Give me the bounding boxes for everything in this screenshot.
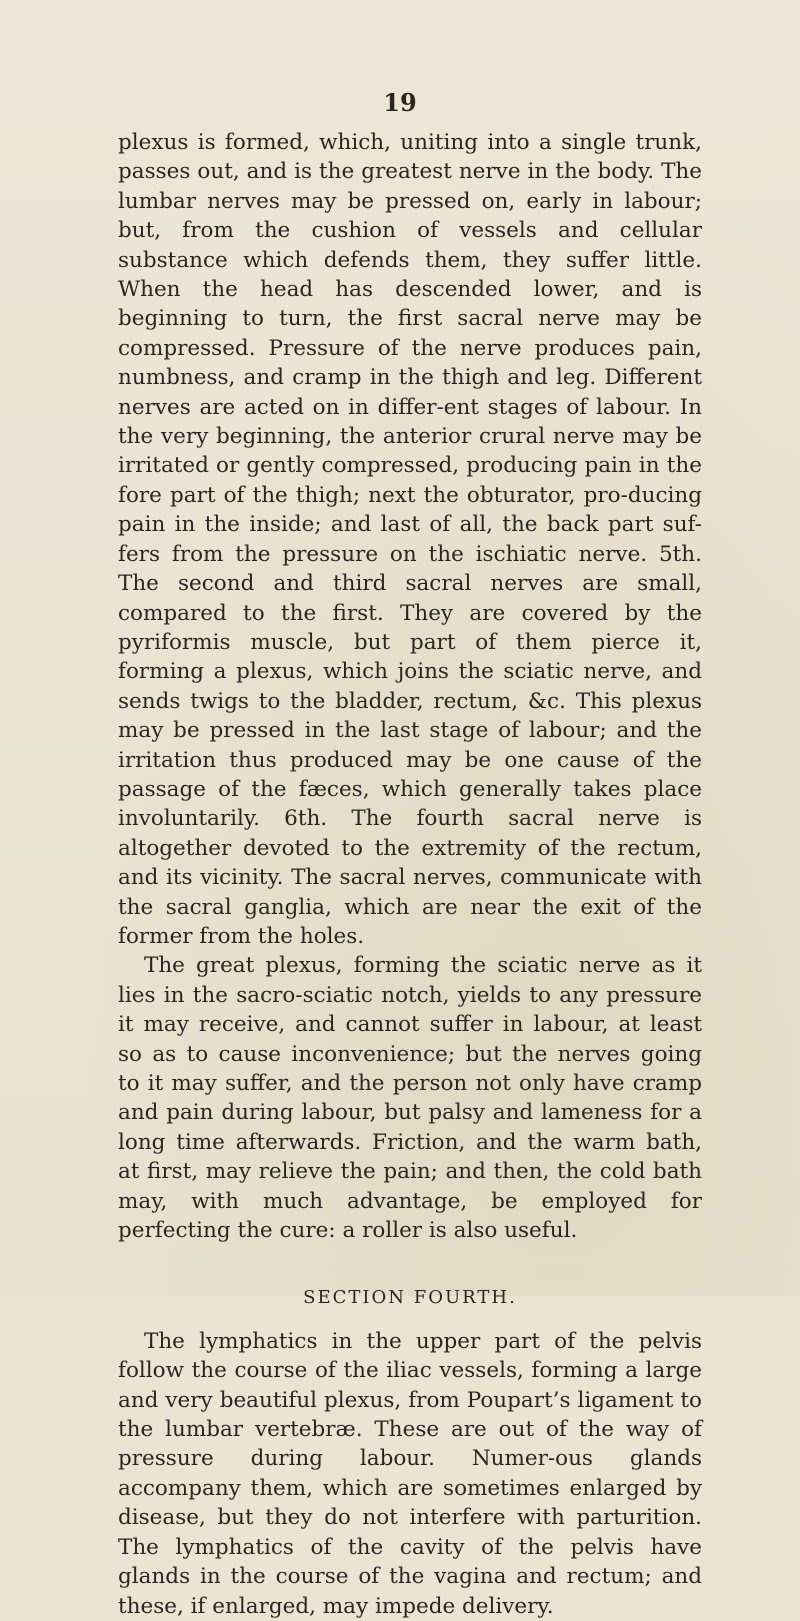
page-body [118, 128, 702, 1621]
section-heading: SECTION FOURTH. [303, 1287, 517, 1309]
paragraph-great-plexus: The great plexus, forming the sciatic nerve as it lies in the sacro-sciatic notch, yields to any pressure it may receive, and cannot suffer in labour, at least so as to cause inconvenience; but the nerves going to it may suffer, and the person not only have cramp and pain during labour, but palsy and lameness for a long time afterwards. Friction, and the warm bath, at first, may relieve the pain; and then, the cold bath may, with much advantage, be employed for perfecting the cure: a roller is also useful. [118, 953, 702, 1244]
paragraph-nerves-continuation: plexus is formed, which, uniting into a single trunk, passes out, and is the greatest nerve in the body. The lumbar nerves may be pressed on, early in labour; but, from the cushion of vessels and cellular substance which defends them, they suffer little. When the head has descended lower, and is beginning to turn, the first sacral nerve may be compressed. Pressure of the nerve produces pain, numbness, and cramp in the thigh and leg. Different nerves are acted on in differ-ent stages of labour. In the very beginning, the anterior crural nerve may be irritated or gently compressed, producing pain in the fore part of the thigh; next the obturator, pro-ducing pain in the inside; and last of all, the back part suf-fers from the pressure on the ischiatic nerve. 5th. The second and third sacral nerves are small, compared to the first. They are covered by the pyriformis muscle, but part of them pierce it, forming a plexus, which joins the sciatic nerve, and sends twigs to the bladder, rectum, &c. This plexus may be pressed in the last stage of labour; and the irritation thus produced may be one cause of the passage of the fæces, which generally takes place involuntarily. 6th. The fourth sacral nerve is altogether devoted to the extremity of the rectum, and its vicinity. The sacral nerves, communicate with the sacral ganglia, which are near the exit of the former from the holes. [118, 130, 702, 949]
page-number: 19 [383, 88, 417, 117]
paragraph-lymphatics: The lymphatics in the upper part of the pelvis follow the course of the iliac vessels, forming a large and very beautiful plexus, from Poupart’s ligament to the lumbar vertebræ. These are out of the way of pressure during labour. Numer-ous glands accompany them, which are sometimes enlarged by disease, but they do not interfere with parturition. The lymphatics of the cavity of the pelvis have glands in the course of the vagina and rectum; and these, if enlarged, may impede delivery. [118, 1328, 702, 1619]
